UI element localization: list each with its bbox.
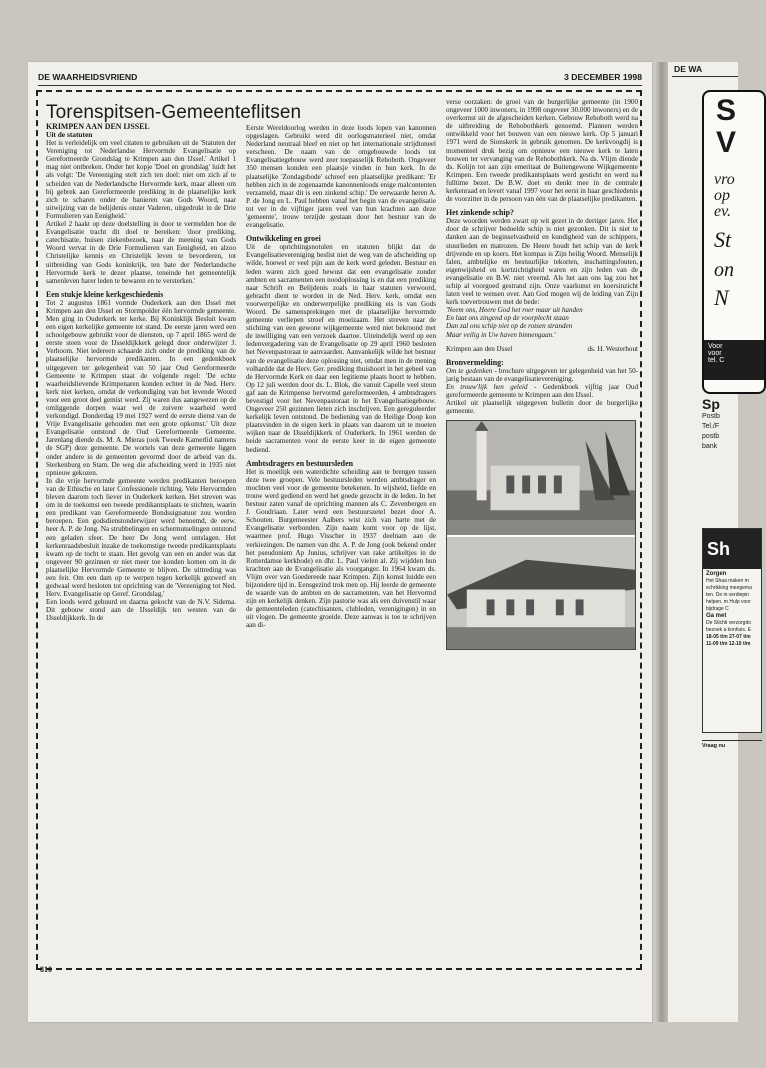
signature-author: ds. H. Westerhout	[587, 344, 638, 353]
source-item: Artikel uit plaatselijk uitgegeven bulletin door de burgerlijke gemeente.	[446, 399, 638, 416]
quote-line: En laat ons zingend op de voorplecht staan	[446, 314, 569, 323]
header-rule	[38, 85, 642, 86]
ad-script-text: op	[714, 187, 730, 204]
source-text: - Gedenkboek vijftig jaar Oud gereformeerde gemeente te Krimpen aan den IJssel.	[446, 382, 639, 399]
section-heading: Ambtsdragers en bestuursleden	[246, 458, 353, 468]
paragraph: Een loods werd gehuurd en daarna gekocht van de N.V. Sidema. Dit gebouw stond aan de IJsseldijk ten westen van de IJsseldijkkerk. In de	[46, 598, 236, 623]
paragraph: verse oorzaken: de groei van de burgerlijke gemeente (in 1900 ongeveer 1000 inwoners, in 1998 ongeveer 30.000 inwoners) en de overkomst uit de afgescheiden kerken. Gebouw Rehoboth werd na de uitbreiding de Rehobothkerk genoemd. Plannen werden ontwikkeld voor het bouwen van een nieuwe kerk. Op 5 januari 1971 werd de Sionskerk in gebruik genomen. De kerkvoogdij is momenteel druk bezig om opnieuw een nieuwe kerk te laten bouwen ter vervanging van de Rehobothkerk. Na ds. Vlijm diende ds. Kolijn tot aan zijn emeritaat de Buitengewone Wijkgemeente Krimpen. Een tweede predikantsplaats werd gesticht en werd na fulltime bezet. De B.W. doet en denkt mee in de centrale kerkenraad en levert vanaf 1997 voor het eerst in haar geschiedenis de voorzitter in de persoon van één van de plaatselijke predikanten.	[446, 98, 638, 204]
paragraph: Artikel 2 haakt op deze doelstelling in door te vermelden hoe de Evangelisatie tracht dit doel te bereiken: 'door prediking, catechisatie, huisen ziekenbezoek, naar de meening van Gods Woord vervat in de Drie Formulieren van Eenigheid, en alzoo Christelijke kennis en Christelijk leven te bevorderen, tot uitbreiding van Gods koninkrijk, ten bate der Nederlandsche Hervormde kerk te dezer plaatse, teneinde het gemeentelijk samenleven harer leden te bewaren en te versterken.'	[46, 220, 236, 285]
source-text: - brochure uitgegeven ter gelegenheid van het 50-jarig bestaan van de evangelisatievereniging.	[446, 366, 638, 383]
article-column-1	[46, 122, 236, 962]
ad2-text: Het Shaa maken m schrikking meegema ten. De in verdiepin helpen. m Hulp voor bijdrage C	[706, 578, 752, 612]
adjacent-header-rule	[672, 76, 738, 77]
ad-address-block	[702, 396, 720, 452]
source-title: En trouw'lijk hen geleid	[446, 382, 528, 391]
hymn-quote	[446, 306, 638, 338]
paragraph: In die vrije hervormde gemeente werden predikanten beroepen van de Ethische en later Confessionele richting. Vele Hervormden bleven daarom toch liever in Ouderkerk kerken. Het streven was om in de toekomst een tweede predikantsplaats te stichten, waarin een predikant van Gereformeerde Bondssignatuur zou worden beroepen. Een godsdienstonderwijzer werd benoemd, de eerw. heer A. P. de Jong. Na strubbelingen en schermutselingen ontstond een geladen sfeer. De heer De Jong werd ontslagen. Het kerkenraadsbesluit inzake de toekomstige tweede predikantsplaats kwam op de tocht te staan. Het gevolg van een en ander was dat ongeveer 90 gezinnen er niet meer toe konden komen om in de plaatselijke Hervormde Gemeente te blijven. De uittreding was een feit. Om een dam op te werpen tegen kerkelijk gezwerf en gedwaal werd besloten tot oprichting van de 'Vereeniging tot Ned. Herv. Evangelisatie op Geref. Grondslag.'	[46, 476, 236, 599]
ad-headline: S	[716, 94, 737, 127]
ad-address-line: Tel./F	[702, 423, 720, 430]
article-column-3	[446, 98, 638, 962]
section-heading: Het zinkende schip?	[446, 208, 514, 218]
location-heading: KRIMPEN AAN DEN IJSSEL	[46, 122, 150, 131]
ad-script-text: on	[714, 259, 734, 281]
ad-contact-line: tel. C	[708, 357, 725, 364]
ad-contact-line: voor	[708, 350, 722, 357]
ad2-subheading: Zorgen	[706, 571, 727, 577]
source-item	[446, 367, 638, 383]
ad-contact-band	[704, 340, 764, 380]
paragraph: Uit de oprichtingsnotulen en statuten blijkt dat de Evangelisatievereniging beslist niet de weg van de afscheiding op wilde, hoewel er veel pijn aan de kerk werd geleden. Bestuur en leden waren zich goed bewust dat een evangelisatie zonder ambten en sacramenten een noodoplossing is en dat een prediking naar Schrift en Belijdenis zoals in haar statuten verwoord, gebracht dient te worden in de Ned. Herv. kerk, omdat een voorwerpelijke en onderwerpelijke prediking eis is van Gods Woord. De samensprekingen met de plaatselijke hervormde gemeente verliepen stroef en moeizaam. Het streven naar de stichting van een gewone wijkgemeente werd niet bekroond met de inwilliging van een verzoek daartoe. Uiteindelijk werd op een ledenvergadering van de Evangelisatie op 29 april 1960 besloten het Nevenpastoraat te aanvaarden. Aanvankelijk wilde het bestuur van de evangelisatie deze oplossing niet, omdat men in de mening volhardde dat de Herv. Ger. prediking thuishoort in het geheel van de Hervormde Kerk en daar een legitieme plaats hoort te hebben. Op 12 juli werden door ds. L. Blok, die vanuit Capelle veel steun gaf aan de Krimpense hervormd gereformeerden, 4 ambtsdragers bevestigd voor het Nevenpastoraat in het Evangelisatiegebouw. Ongeveer 250 gezinnen lieten zich inschrijven. Een gereguleerder kerkelijk leven ontstond. De bediening van de Heilige Doop kon plaatsvinden in de eigen kerk in plaats van daarom uit te moeten wijken naar de IJsseldijkkerk of Ouderkerk. In 1961 werden de beide sacramenten voor de eerste keer in de eigen gemeente bediend.	[246, 243, 436, 454]
publication-name: DE WAARHEIDSVRIEND	[38, 72, 138, 82]
quote-line: Dan zal ons schip niet op de rotsen stranden	[446, 322, 573, 331]
ad2-text: De Stichti verzorgdo bezoek a konhuis. E	[706, 620, 752, 633]
ad-script-text: ev.	[714, 203, 732, 220]
advertisement-3: Vraag nu	[702, 740, 762, 755]
running-header	[38, 72, 642, 82]
church-photo	[446, 420, 636, 650]
signature-place: Krimpen aan den IJssel	[446, 344, 513, 353]
quote-line: Maar veilig in Uw haven binnengaan.'	[446, 330, 556, 339]
advertisement-1	[702, 90, 766, 394]
ad2-headline: Sh	[703, 529, 761, 569]
signature-line	[446, 345, 638, 353]
ad-address-line: bank	[702, 443, 718, 450]
section-heading: Een stukje kleine kerkgeschiedenis	[46, 289, 164, 299]
newspaper-page	[28, 62, 652, 1022]
quote-line: 'Neem ons, Heere God het roer maar uit handen	[446, 306, 583, 315]
ad-address-line: postb	[702, 433, 720, 440]
paragraph: Tot 2 augustus 1861 vormde Ouderkerk aan den IJssel met Krimpen aan den IJssel en Stormpolder één hervormde gemeente. Men ging in Ouderkerk ter kerke. Bij Koninklijk Besluit kwam een eigen kerkelijke gemeente tot stand. De eerste jaren werd een schoolgebouw gebruikt voor de diensten, op 7 april 1865 werd de eerste steen voor de IJsseldijkkerk gelegd door onderwijzer J. Verhoom. Niet iedereen schaarde zich onder de prediking van de plaatselijke hervormde predikanten. In een gedenkboek uitgegeven ter gelegenheid van 50 jaar Oud Gereformeerde Gemeente te Krimpen staat de volgende regel: 'De echte waarheidslievende Krimpenaren konden echter in de Ned. Herv. kerk niet kerken, omdat de verkondiging van het levende Woord voor een groot deel gemist werd. Zij waren dus aangewezen op de omliggende dorpen waar wel de zuivere waarheid werd verkondigd. Donderdag 19 mei 1927 werd de eerste dienst van de Vrije Evangelisatie gehouden met een grote opkomst.' Uit deze Evangelisatie ontstond de Oud Gereformeerde Gemeente. Jarenlang diende ds. M. A. Mieras (ook Tweede Kamerlid namens de SGP) deze gemeente. De wortels van deze gemeente liggen onder andere in de gemeenten gevormd door de arbeid van ds. Sterkenburg en Stam. De weg die afscheiding werd in 1935 niet opnieuw gekozen.	[46, 298, 236, 477]
issue-date: 3 DECEMBER 1998	[564, 72, 642, 82]
paragraph: Het is moeilijk een waterdichte scheiding aan te brengen tussen deze twee groepen. Vele bestuursleden werden ambtsdrager en mochten veel voor de gemeente betekenen. In wijsheid, liefde en trouw werd gediend en werd het goede gezocht in de leden. In het bestuur zaten vanaf de oprichting mannen als C. Zevenbergen en J. Goudriaan. Later werd een bestuurszetel bezet door A. Schouten. Burgemeester Aalbers wist zich van harte met de Evangelisatie verbonden. Zijn naam komt voor op de lijst, waarmee prof. Hugo Visscher in 1937 deelnam aan de verkiezingen. De namen van dhr. A. P. de Jong (ook bekend onder het pseudoniem Ap Junius, schrijver van rake artikeltjes in de Rotterdamse kerkbode) en dhr. L. Paul vielen al. Zij wijdden hun krachten aan de Evangelisatie als voorganger. In 1964 kwam ds. Vlijm over van Goedereede naar Krimpen. Zijn komst luidde een bijzondere tijd in. Eensgezind trok men op. Hij leerde de gemeente de waarde van de ambten en de sacramenten, van het Hervormd zijn en kerkelijk denken. Zijn pastorie was als een duivenstil waar de gemeenteleden (catechisanten, clubleden, verenigingen) in en uit vlogen. De gemeente groeide. Deze aanwas is toe te schrijven aan di-	[246, 467, 436, 630]
ad-address-heading: Sp	[702, 396, 720, 412]
paragraph: Eerste Wereldoorlog werden in deze loods lopen van kanonnen opgeslagen. Gebruikt werd dit oorlogsmaterieel niet, omdat Nederland neutraal bleef en niet op het internationale strijdtoneel verscheen. De naam van de omgebouwde loods tot Evangelisatiegebouw werd zeer toepasselijk Rehoboth. Ongeveer 350 mensen konden een plaatsje vinden in hun kerk. In de plaatselijke 'Zondagsbode' schreef een plaatselijke predikant: 'Er hebben zich in de zogenaamde kanonnenloods enige malcontenten verzameld, maar dit is een zinkend schip.' De eerwaarde heren A. P. de Jong en L. Paul hebben vanaf het begin van de evangelisatie tot ver in de vijftiger jaren veel van hun krachten aan deze 'gemeente', trouw terzijde gestaan door het bestuur van de evangelisatie.	[246, 124, 436, 230]
ad-script-text: St	[714, 227, 732, 252]
ad-headline: V	[716, 126, 737, 159]
ad2-subheading: Ga met	[706, 613, 727, 619]
paragraph: Deze woorden werden zwart op wit gezet in de dertiger jaren. Het door de schrijver bedoelde schip is niet gezonken. Dit is niet te danken aan de beginselvastheid en kundigheid van de schippers, stuurlieden en matrozen. De Heere houdt het schip van de kerk drijvende en op koers. Het kompas is Zijn heilig Woord. Menselijk falen, ambtelijke en bestuurlijke tekorten, inschattingsfouten, eigenwijsheid en kortzichtigheid waren en zijn leden van de evangelisatie en B.W. niet vreemd. Als het aan ons lag zou het schip al voorgoed gestrand zijn. Onze vaarkunst en koersinzicht laten veel te wensen over. Aan God mogen wij de leiding van Zijn kerk toevertrouwen met de bede:	[446, 217, 638, 307]
page-spine	[652, 62, 668, 1022]
source-title: Om te gedenken	[446, 366, 493, 375]
section-heading: Bronvermelding:	[446, 357, 504, 367]
section-heading: Ontwikkeling en groei	[246, 234, 321, 244]
source-item	[446, 383, 638, 399]
advertisement-2	[702, 528, 762, 733]
ad-address-line: Postb	[702, 413, 720, 420]
paragraph: Het is verleidelijk om veel citaten te gebruiken uit de 'Statuten der Vereniging tot Nederlandse Hervormde Evangelisatie op Gereformeerde Grondslag te Krimpen aan den IJssel.' Artikel 1 mag niet ontbreken. Onder het kopje 'Doel en grondslag' luidt het als volgt: 'De Vereeniging stelt zich ten doel: niet om zich af te scheiden van de Nederlandsche Hervormde kerk, maar alleen om bij gebrek aan Gereformeerde prediking in de plaatselijke kerk zich te scharen onder de banieren van Gods Woord, naar uitwijzing van de belijdenis onzer Vaderen, uitgedrukt in de Drie Formulieren van Eenigheid.'	[46, 139, 236, 220]
ad-script-text: vro	[714, 171, 735, 188]
article-column-2	[246, 124, 436, 962]
ad-contact-line: Voor	[708, 343, 723, 350]
section-heading: Uit de statuten	[46, 130, 93, 139]
adjacent-page	[668, 62, 752, 1022]
page-number: 810	[40, 965, 52, 974]
church-photo-image	[447, 421, 635, 649]
article-title: Torenspitsen-Gemeenteflitsen	[46, 102, 302, 123]
ad-script-text: N	[714, 285, 729, 310]
ad2-dates: 18-05 t/m 27-07 t/m 11-09 t/m 12-10 t/m	[706, 634, 751, 647]
adjacent-running-header: DE WA	[674, 64, 703, 74]
